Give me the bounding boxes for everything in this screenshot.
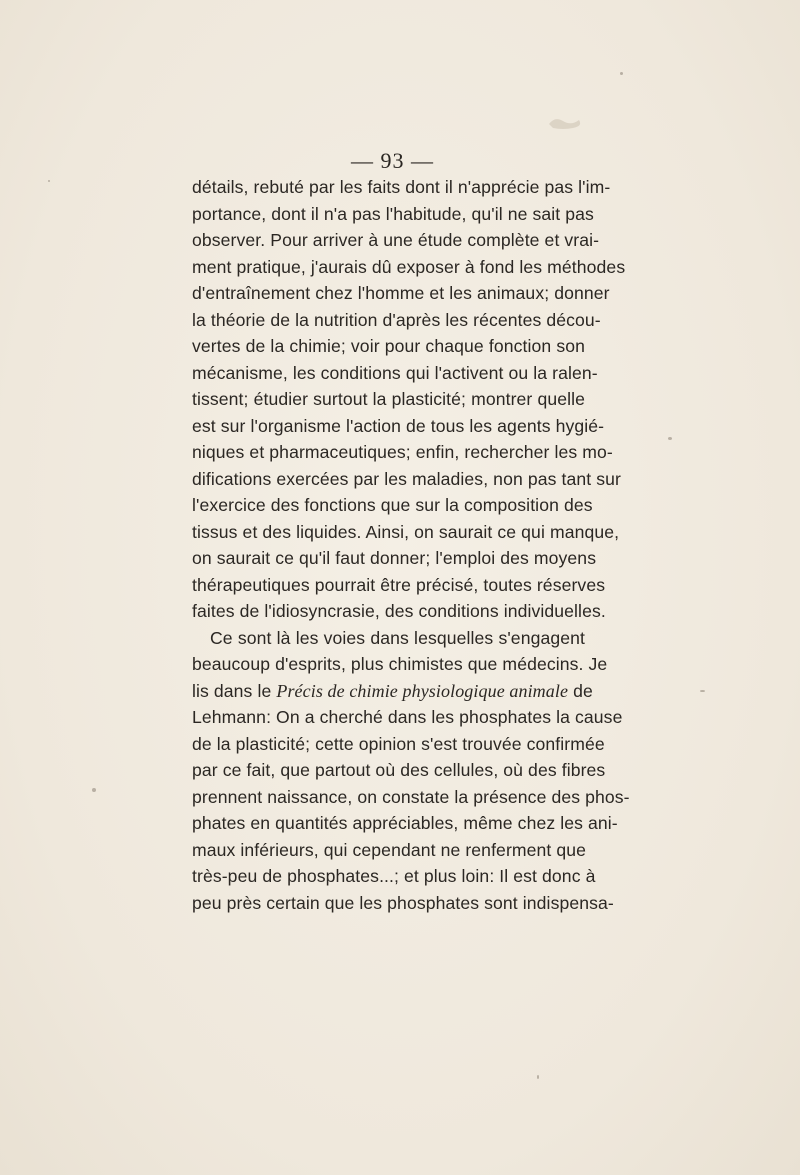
text-line: niques et pharmaceutiques; enfin, rechercher les mo- bbox=[192, 442, 613, 462]
text-fragment: de bbox=[573, 680, 593, 701]
text-line: vertes de la chimie; voir pour chaque fonction son bbox=[192, 336, 585, 356]
text-line: la théorie de la nutrition d'après les récentes décou- bbox=[192, 309, 601, 330]
paper-speck bbox=[48, 180, 50, 182]
text-line: faites de l'idiosyncrasie, des conditions individuelles. bbox=[192, 601, 606, 621]
text-line: phates en quantités appréciables, même chez les ani- bbox=[192, 813, 618, 833]
ink-stain bbox=[545, 112, 585, 132]
text-line: détails, rebuté par les faits dont il n'apprécie pas l'im- bbox=[192, 177, 611, 197]
text-line: de la plasticité; cette opinion s'est trouvée confirmée bbox=[192, 733, 605, 754]
text-line: portance, dont il n'a pas l'habitude, qu'il ne sait pas bbox=[192, 203, 594, 224]
text-line: tissent; étudier surtout la plasticité; montrer quelle bbox=[192, 389, 585, 409]
text-line: on saurait ce qu'il faut donner; l'emploi des moyens bbox=[192, 548, 597, 568]
text-line: par ce fait, que partout où des cellules, où des fibres bbox=[192, 760, 606, 780]
paper-speck bbox=[537, 1075, 539, 1079]
text-line: tissus et des liquides. Ainsi, on saurait ce qui manque, bbox=[192, 521, 620, 542]
paragraph-start-line: Ce sont là les voies dans lesquelles s'engagent bbox=[210, 627, 585, 648]
text-line: ment pratique, j'aurais dû exposer à fond les méthodes bbox=[192, 256, 626, 277]
text-line: difications exercées par les maladies, non pas tant sur bbox=[192, 468, 621, 489]
paper-speck bbox=[700, 690, 705, 692]
book-title-citation: Précis de chimie physiologique animale bbox=[276, 680, 569, 701]
paper-speck bbox=[92, 788, 96, 792]
text-line: Lehmann: On a cherché dans les phosphates la cause bbox=[192, 707, 623, 727]
text-line: d'entraînement chez l'homme et les animaux; donner bbox=[192, 283, 610, 303]
text-line: thérapeutiques pourrait être précisé, toutes réserves bbox=[192, 574, 606, 595]
text-line: prennent naissance, on constate la présence des phos- bbox=[192, 786, 630, 807]
text-fragment: lis dans le bbox=[192, 680, 272, 701]
text-line: peu près certain que les phosphates sont indispensa- bbox=[192, 892, 614, 913]
paper-speck bbox=[668, 437, 672, 440]
text-line: est sur l'organisme l'action de tous les agents hygié- bbox=[192, 415, 605, 436]
page-number: — 93 — bbox=[351, 148, 434, 173]
text-line: mécanisme, les conditions qui l'activent ou la ralen- bbox=[192, 362, 598, 383]
text-line: très-peu de phosphates...; et plus loin: Il est donc à bbox=[192, 866, 596, 886]
text-line: beaucoup d'esprits, plus chimistes que médecins. Je bbox=[192, 654, 608, 674]
text-line-with-citation bbox=[192, 678, 593, 705]
text-line: maux inférieurs, qui cependant ne renferment que bbox=[192, 839, 587, 860]
text-line: observer. Pour arriver à une étude complète et vrai- bbox=[192, 230, 600, 250]
body-text bbox=[192, 174, 630, 916]
text-line: l'exercice des fonctions que sur la composition des bbox=[192, 495, 593, 515]
paper-speck bbox=[620, 72, 623, 75]
